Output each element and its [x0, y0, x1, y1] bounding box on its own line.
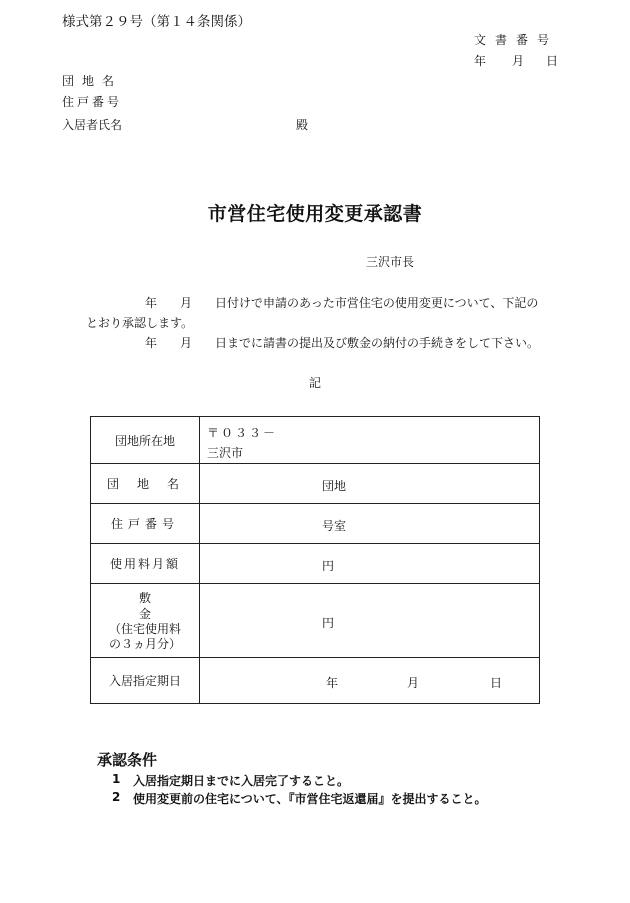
- row-label: [91, 584, 200, 658]
- row-value: [200, 504, 540, 544]
- honorific: 殿: [296, 118, 309, 132]
- tenant-name-label: 入居者氏名: [62, 118, 123, 132]
- room-suffix: 号室: [322, 519, 347, 533]
- room-number-label: 住戸番号: [62, 95, 123, 109]
- para1-month: 月: [180, 296, 193, 310]
- move-in-year: 年: [326, 676, 339, 690]
- row-value: [200, 464, 540, 504]
- row-label: 団地名: [91, 464, 200, 504]
- rent-unit: 円: [322, 559, 335, 573]
- deposit-note-2: の３ヵ月分）: [108, 636, 181, 651]
- date-month-label: 月: [512, 54, 525, 68]
- move-in-month: 月: [407, 676, 420, 690]
- table-row: [91, 544, 540, 584]
- row-label: 団地所在地: [91, 417, 200, 464]
- condition-text: 使用変更前の住宅について、『市営住宅返還届』を提出すること。: [133, 792, 487, 806]
- row-value: [200, 584, 540, 658]
- deposit-label: 敷金: [138, 590, 191, 621]
- row-value: [200, 544, 540, 584]
- para2-text: 日までに請書の提出及び敷金の納付の手続きをして下さい。: [215, 336, 540, 350]
- deposit-unit: 円: [322, 616, 335, 630]
- danchi-suffix: 団地: [322, 479, 347, 493]
- para1-text: 日付けで申請のあった市営住宅の使用変更について、下記の: [215, 296, 539, 310]
- city-name: 三沢市: [207, 446, 244, 460]
- date-day-label: 日: [546, 54, 559, 68]
- para1-year: 年: [145, 296, 158, 310]
- danchi-name-label: 団地名: [62, 74, 123, 88]
- date-year-label: 年: [474, 54, 487, 68]
- table-row: [91, 417, 540, 464]
- conditions-title: 承認条件: [97, 751, 158, 769]
- row-value: [200, 658, 540, 704]
- condition-number: 1: [112, 772, 121, 786]
- row-label: 使用料月額: [91, 544, 200, 584]
- deposit-note-1: （住宅使用料: [108, 621, 181, 636]
- table-row: [91, 504, 540, 544]
- table-row: [91, 584, 540, 658]
- postal-code: 〒０３３－: [207, 426, 278, 440]
- table-row: [91, 464, 540, 504]
- issuer: 三沢市長: [366, 255, 415, 269]
- condition-number: 2: [112, 790, 121, 804]
- condition-text: 入居指定期日までに入居完了すること。: [133, 774, 350, 788]
- para2-month: 月: [180, 336, 193, 350]
- details-table: [90, 416, 540, 704]
- row-label: 住戸番号: [91, 504, 200, 544]
- para2-year: 年: [145, 336, 158, 350]
- document-number-label: 文書番号: [474, 33, 559, 47]
- document-title: 市営住宅使用変更承認書: [207, 203, 423, 225]
- table-row: [91, 658, 540, 704]
- move-in-day: 日: [490, 676, 503, 690]
- row-value: [200, 417, 540, 464]
- row-label: 入居指定期日: [91, 658, 200, 704]
- ki-marker: 記: [308, 376, 321, 390]
- form-number: 様式第２９号（第１４条関係）: [62, 14, 251, 30]
- para1-continuation: とおり承認します。: [86, 316, 194, 330]
